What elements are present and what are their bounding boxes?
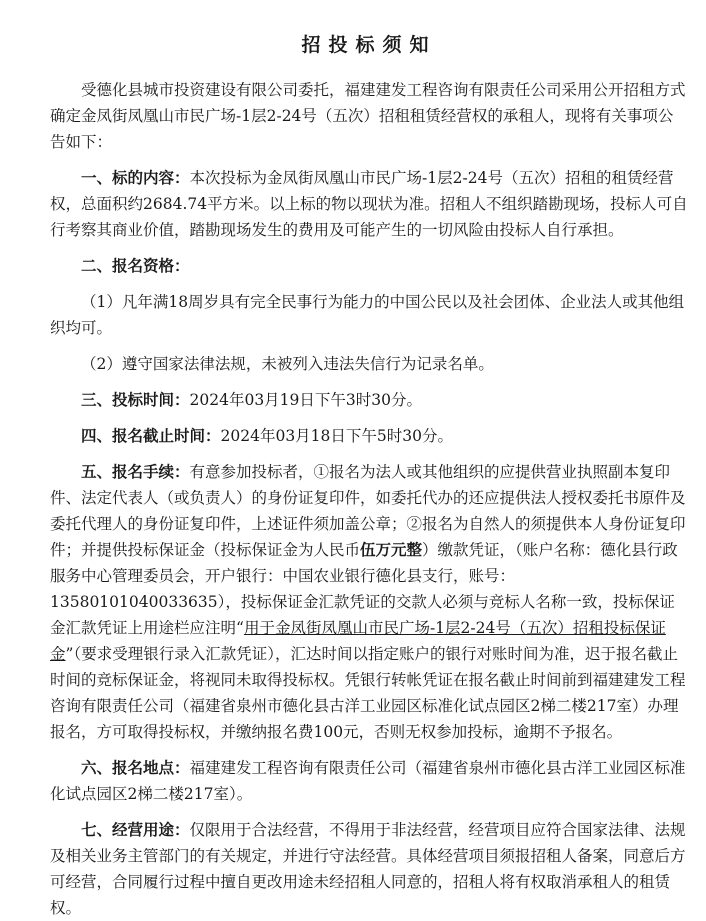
eligibility-item-2: （2）遵守国家法律法规，未被列入违法失信行为记录名单。 (81, 355, 494, 373)
section-text: 有意参加投标者，①报名为法人或其他组织的应提供营业执照副本复印件、法定代表人（或负责人）的身份证复印件，如委托代办的还应提供法人授权委托书原件及委托代理人的身份证复印件，上述证件须加盖公章；②报名为自然人的须提供本人身份证复印件；并提供投标保证金（投标保证金为人民币 (50, 463, 686, 559)
section-text: 本次投标为金凤街凤凰山市民广场-1层2-24号（五次）招租的租赁经营权，总面积约2684.74平方米。以上标的物以现状为准。招租人不组织踏勘现场，投标人可自行考察其商业价值，踏勘现场发生的费用及可能产生的一切风险由投标人自行承担。 (50, 169, 688, 239)
section-registration-location (50, 755, 688, 807)
section-heading: 二、报名资格： (81, 256, 190, 275)
section-registration-procedure (50, 459, 688, 745)
section-heading: 一、标的内容： (81, 168, 190, 187)
deposit-amount: 伍万元整 (360, 540, 423, 559)
section-text: 福建建发工程咨询有限责任公司（福建省泉州市德化县古洋工业园区标准化试点园区2梯二楼217室）。 (50, 759, 686, 803)
section-text: 2024年03月19日下午3时30分。 (189, 391, 422, 409)
section-heading: 三、投标时间： (81, 390, 190, 409)
section-eligibility (50, 253, 688, 279)
section-heading: 七、经营用途： (81, 820, 190, 839)
section-heading: 五、报名手续： (81, 462, 190, 481)
remittance-purpose-note: 用于金凤街凤凰山市民广场-1层2-24号（五次）招租投标保证金 (50, 619, 666, 663)
section-text: ）缴款凭证，（账户名称：德化县行政服务中心管理委员会，开户银行：中国农业银行德化县支行，账号：13580101040033635），投标保证金汇款凭证的交款人必须与竞标人名称一致，投标保证金汇款凭证上用途栏应注明“ (50, 541, 678, 637)
section-subject (50, 165, 688, 243)
document-title: 招投标须知 (301, 34, 437, 56)
section-business-use (50, 817, 688, 921)
section-text: 仅限用于合法经营，不得用于非法经营，经营项目应符合国家法律、法规及相关业务主管部门的有关规定，并进行守法经营。具体经营项目须报招租人备案，同意后方可经营，合同履行过程中擅自更改用途未经招租人同意的，招租人将有权取消承租人的租赁权。 (50, 821, 686, 917)
intro-paragraph: 受德化县城市投资建设有限公司委托，福建建发工程咨询有限责任公司采用公开招租方式确定金凤街凤凰山市民广场-1层2-24号（五次）招租租赁经营权的承租人，现将有关事项公告如下： (50, 81, 686, 151)
section-heading: 四、报名截止时间： (81, 426, 221, 445)
section-text: 2024年03月18日下午5时30分。 (220, 427, 453, 445)
eligibility-item-1: （1）凡年满18周岁具有完全民事行为能力的中国公民以及社会团体、企业法人或其他组织均可。 (50, 293, 685, 337)
section-text: ”（要求受理银行录入汇款凭证），汇达时间以指定账户的银行对账时间为准，迟于报名截止时间的竞标保证金，将视同未取得投标权。凭银行转帐凭证在报名截止时间前到福建建发工程咨询有限责任公司（福建省泉州市德化县古洋工业园区标准化试点园区2梯二楼217室）办理报名，方可取得投标权，并缴纳报名费100元，否则无权参加投标，逾期不予报名。 (50, 645, 686, 741)
section-deadline (50, 423, 688, 449)
section-bid-time (50, 387, 688, 413)
section-heading: 六、报名地点： (81, 758, 190, 777)
